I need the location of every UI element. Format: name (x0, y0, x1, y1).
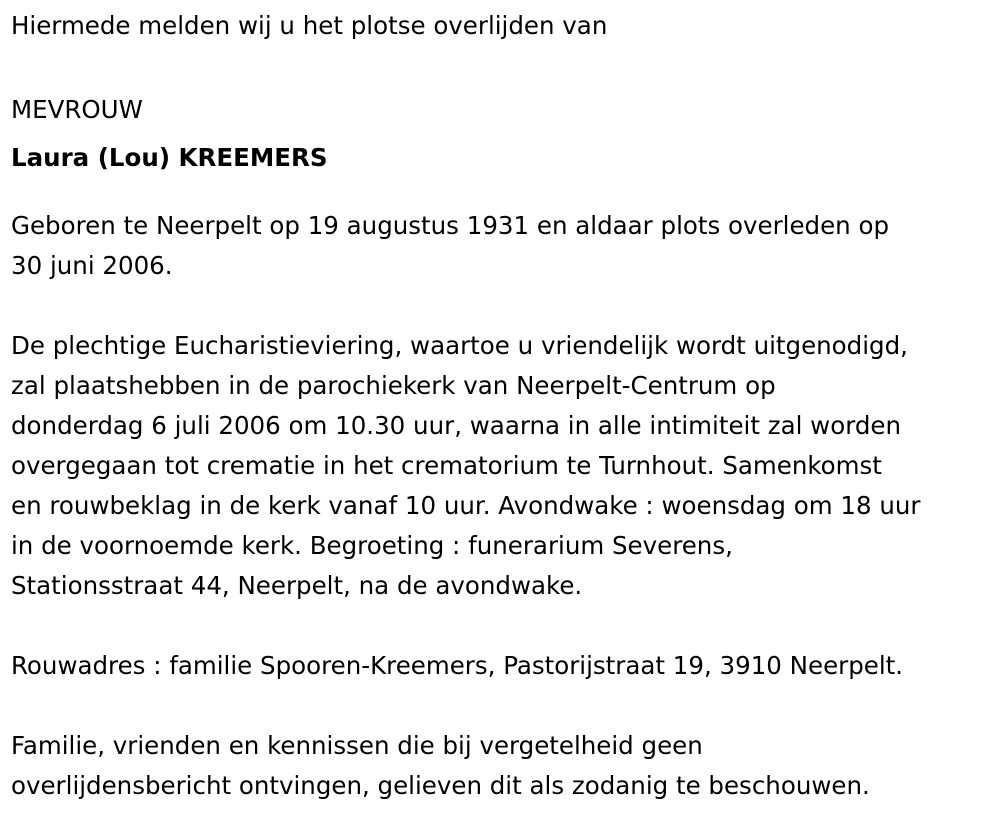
closing-line: Familie, vrienden en kennissen die bij vergetelheid geen (11, 731, 703, 760)
ceremony-line: De plechtige Eucharistieviering, waartoe u vriendelijk wordt uitgenodigd, (11, 331, 908, 360)
ceremony-line: Stationsstraat 44, Neerpelt, na de avondwake. (11, 571, 583, 600)
mourning-address: Rouwadres : familie Spooren-Kreemers, Pastorijstraat 19, 3910 Neerpelt. (11, 651, 904, 680)
closing-paragraph (11, 726, 991, 806)
birth-line: 30 juni 2006. (11, 251, 173, 280)
ceremony-line: overgegaan tot crematie in het crematorium te Turnhout. Samenkomst (11, 451, 882, 480)
birth-death-paragraph (11, 206, 991, 286)
ceremony-paragraph (11, 326, 991, 606)
ceremony-line: en rouwbeklag in de kerk vanaf 10 uur. Avondwake : woensdag om 18 uur (11, 491, 921, 520)
birth-line: Geboren te Neerpelt op 19 augustus 1931 en aldaar plots overleden op (11, 211, 890, 240)
death-announcement (11, 0, 991, 806)
ceremony-line: zal plaatshebben in de parochiekerk van Neerpelt-Centrum op (11, 371, 776, 400)
deceased-name: Laura (Lou) KREEMERS (11, 143, 328, 172)
intro-text: Hiermede melden wij u het plotse overlijden van (11, 11, 608, 40)
name-block (11, 86, 991, 182)
ceremony-line: in de voornoemde kerk. Begroeting : funerarium Severens, (11, 531, 733, 560)
honorific: MEVROUW (11, 95, 143, 124)
closing-line: overlijdensbericht ontvingen, gelieven dit als zodanig te beschouwen. (11, 771, 870, 800)
ceremony-line: donderdag 6 juli 2006 om 10.30 uur, waarna in alle intimiteit zal worden (11, 411, 902, 440)
